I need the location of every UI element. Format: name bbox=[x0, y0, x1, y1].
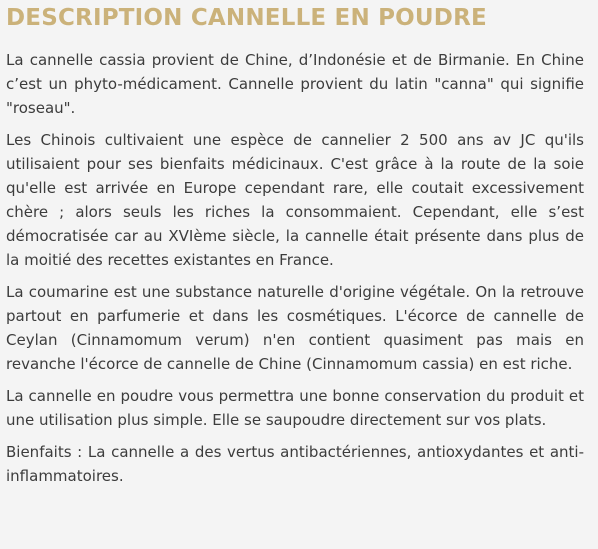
paragraph-origin: La cannelle cassia provient de Chine, d’Indonésie et de Birmanie. En Chine c’est un phyto-médicament. Cannelle provient du latin "canna" qui signifie "roseau". bbox=[6, 51, 584, 117]
paragraph-benefits: Bienfaits : La cannelle a des vertus antibactériennes, antioxydantes et anti-inflammatoires. bbox=[6, 443, 584, 485]
section-title: DESCRIPTION CANNELLE EN POUDRE bbox=[6, 5, 487, 31]
paragraph-history: Les Chinois cultivaient une espèce de cannelier 2 500 ans av JC qu'ils utilisaient pour ses bienfaits médicinaux. C'est grâce à la route de la soie qu'elle est arrivée en Europe cependant rare, elle coutait excessivement chère ; alors seuls les riches la consommaient. Cependant, elle s’est démocratisée car au XVIème siècle, la cannelle était présente dans plus de la moitié des recettes existantes en France. bbox=[6, 131, 584, 269]
paragraph-usage: La cannelle en poudre vous permettra une bonne conservation du produit et une utilisation plus simple. Elle se saupoudre directement sur vos plats. bbox=[6, 387, 584, 429]
paragraph-coumarin: La coumarine est une substance naturelle d'origine végétale. On la retrouve partout en parfumerie et dans les cosmétiques. L'écorce de cannelle de Ceylan (Cinnamomum verum) n'en contient quasiment pas mais en revanche l'écorce de cannelle de Chine (Cinnamomum cassia) en est riche. bbox=[6, 283, 584, 373]
